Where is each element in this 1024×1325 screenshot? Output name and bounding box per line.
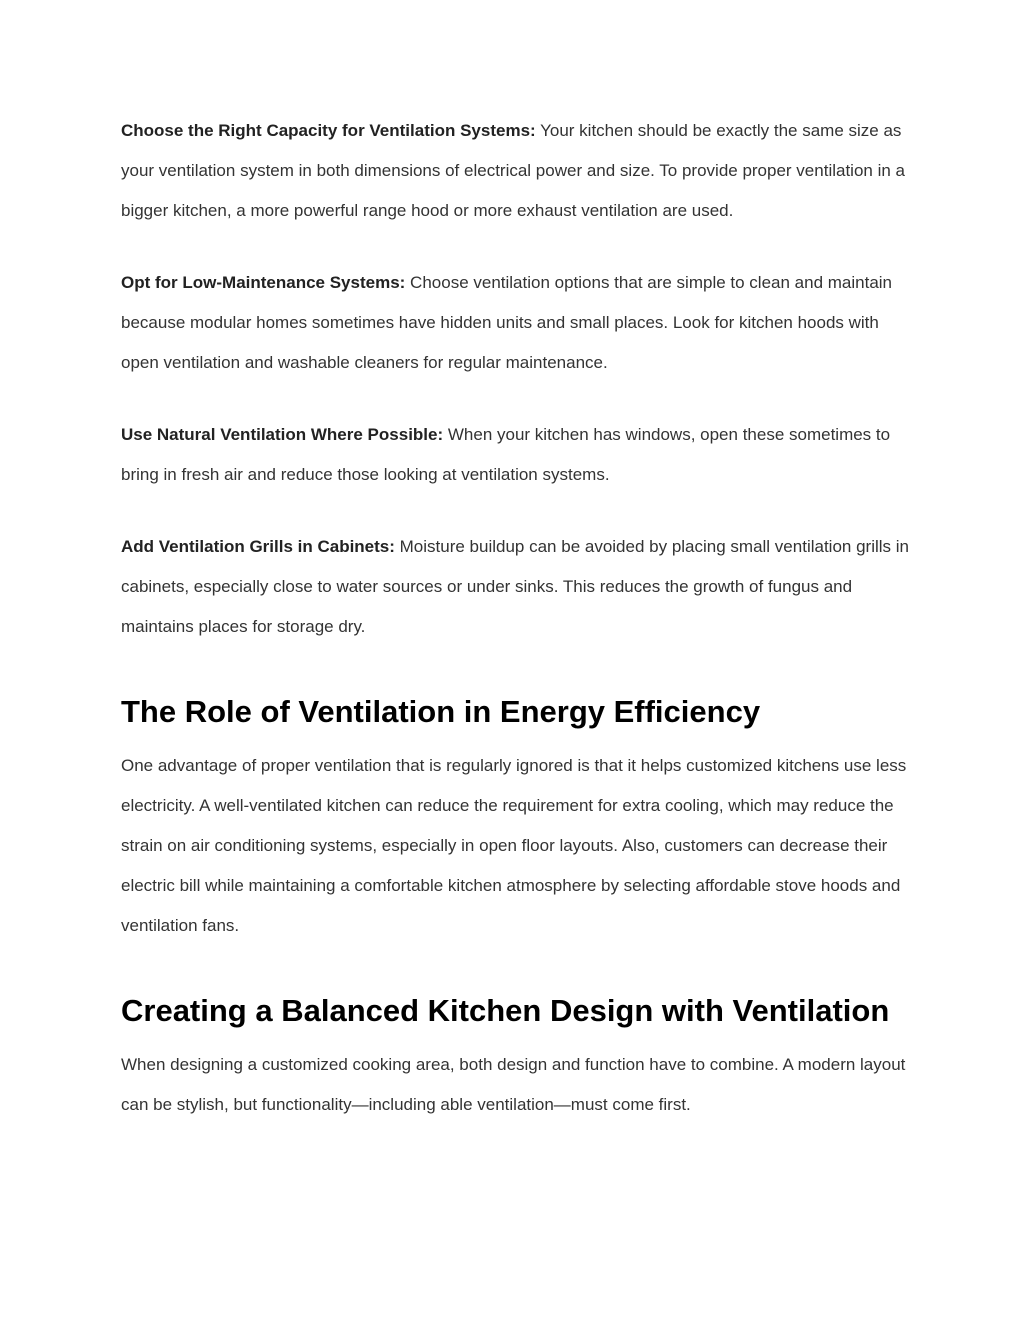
section-body-balanced-design: When designing a customized cooking area, both design and function have to combine. A modern layout can be stylish, but functionality—including able ventilation—must come first.: [121, 1055, 906, 1114]
document-page: [121, 111, 911, 1157]
tip-natural-ventilation: [121, 415, 911, 495]
tip-text: Your kitchen should be exactly the same size as your ventilation system in both dimensions of electrical power and size. To provide proper ventilation in a bigger kitchen, a more powerful range hood or more exhaust ventilation are used.: [121, 121, 905, 220]
tip-text: When your kitchen has windows, open these sometimes to bring in fresh air and reduce those looking at ventilation systems.: [121, 425, 891, 484]
tip-low-maintenance: [121, 263, 911, 383]
tip-capacity: [121, 111, 911, 231]
tip-title: Add Ventilation Grills in Cabinets:: [121, 537, 395, 556]
section-heading-energy-efficiency: The Role of Ventilation in Energy Efficiency: [121, 694, 761, 729]
tip-cabinet-grills: [121, 527, 911, 647]
tip-title: Use Natural Ventilation Where Possible:: [121, 425, 444, 444]
tip-title: Choose the Right Capacity for Ventilation Systems:: [121, 121, 536, 140]
section-heading-balanced-design: Creating a Balanced Kitchen Design with Ventilation: [121, 993, 890, 1028]
tip-title: Opt for Low-Maintenance Systems:: [121, 273, 406, 292]
section-body-energy-efficiency: One advantage of proper ventilation that is regularly ignored is that it helps customized kitchens use less electricity. A well-ventilated kitchen can reduce the requirement for extra cooling, which may reduce the strain on air conditioning systems, especially in open floor layouts. Also, customers can decrease their electric bill while maintaining a comfortable kitchen atmosphere by selecting affordable stove hoods and ventilation fans.: [121, 756, 907, 935]
tip-text: Moisture buildup can be avoided by placing small ventilation grills in cabinets, especially close to water sources or under sinks. This reduces the growth of fungus and maintains places for storage dry.: [121, 537, 909, 636]
tip-text: Choose ventilation options that are simple to clean and maintain because modular homes sometimes have hidden units and small places. Look for kitchen hoods with open ventilation and washable cleaners for regular maintenance.: [121, 273, 893, 372]
